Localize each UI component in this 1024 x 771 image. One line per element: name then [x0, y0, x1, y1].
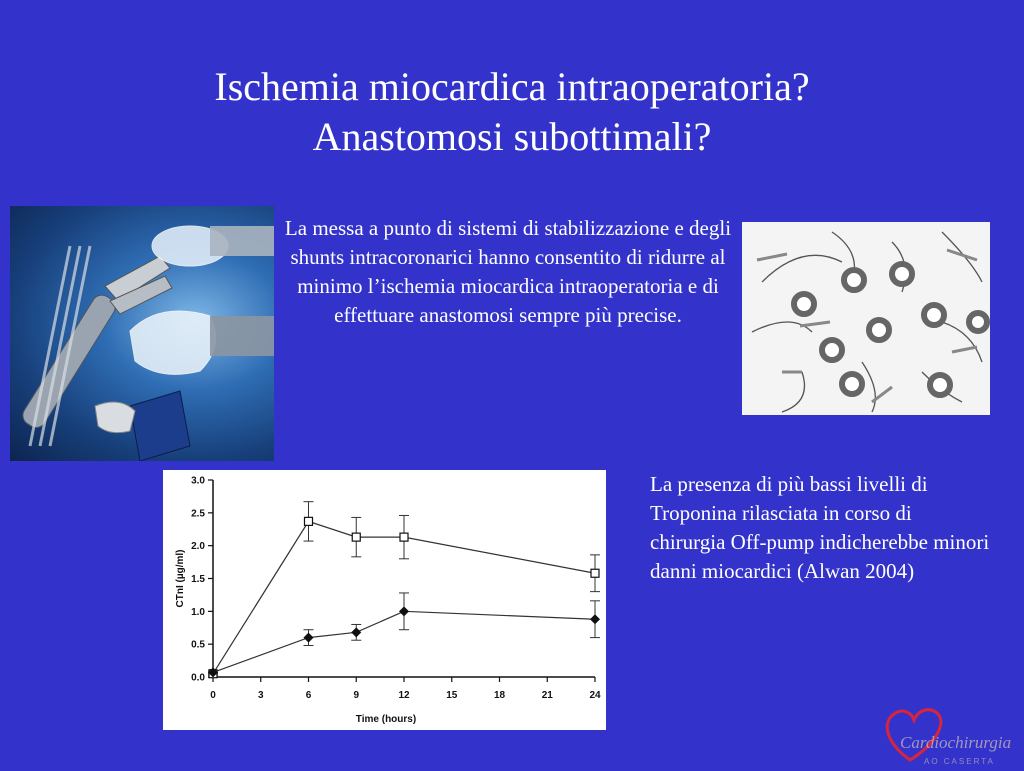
x-tick-label: 9	[353, 690, 360, 701]
y-axis-label: CTnI (µg/ml)	[175, 549, 186, 608]
svg-text:Cardiochirurgia: Cardiochirurgia	[900, 733, 1012, 752]
data-point-diamond	[590, 614, 600, 624]
troponin-chart-svg	[163, 470, 606, 730]
description-text-stabilization: La messa a punto di sistemi di stabilizzazione e degli shunts intracoronarici hanno consentito di ridurre al minimo l’ischemia miocardica intraoperatoria e di effettuare anastomosi sempre più precise.	[284, 216, 732, 327]
y-tick-label: 2.5	[191, 508, 205, 520]
y-tick-label: 0.5	[191, 639, 205, 651]
data-point-square	[400, 533, 408, 541]
x-tick-label: 21	[541, 690, 553, 701]
intracoronary-shunts-photo	[742, 222, 990, 415]
x-tick-label: 6	[305, 690, 312, 701]
y-tick-label: 1.0	[191, 606, 205, 618]
title-line-2: Anastomosi subottimali?	[312, 114, 712, 159]
title-line-1: Ischemia miocardica intraoperatoria?	[214, 64, 810, 109]
data-point-square	[591, 569, 599, 577]
slide-title	[0, 62, 1024, 162]
stabilizer-device-photo	[10, 206, 274, 461]
y-tick-label: 1.5	[191, 574, 205, 585]
y-tick-label: 0.0	[191, 672, 205, 684]
data-point-square	[305, 517, 313, 525]
data-point-diamond	[351, 627, 361, 637]
x-axis-label: Time (hours)	[355, 714, 417, 725]
svg-text:AO CASERTA: AO CASERTA	[924, 757, 995, 766]
x-tick-label: 12	[398, 690, 410, 701]
x-tick-label: 18	[493, 690, 506, 701]
description-text-troponin: La presenza di più bassi livelli di Troponina rilasciata in corso di chirurgia Off-pump indicherebbe minori danni miocardici (Alwan 2004)	[650, 472, 990, 583]
y-tick-label: 3.0	[191, 475, 205, 487]
x-tick-label: 15	[446, 690, 458, 701]
troponin-chart	[163, 470, 606, 730]
cardiochirurgia-logo	[880, 704, 1020, 766]
x-tick-label: 3	[257, 690, 264, 701]
data-point-square	[352, 533, 360, 541]
data-point-diamond	[399, 606, 409, 616]
y-tick-label: 2.0	[191, 541, 205, 553]
data-point-diamond	[304, 633, 314, 643]
x-tick-label: 24	[589, 690, 601, 701]
x-tick-label: 0	[210, 690, 216, 701]
